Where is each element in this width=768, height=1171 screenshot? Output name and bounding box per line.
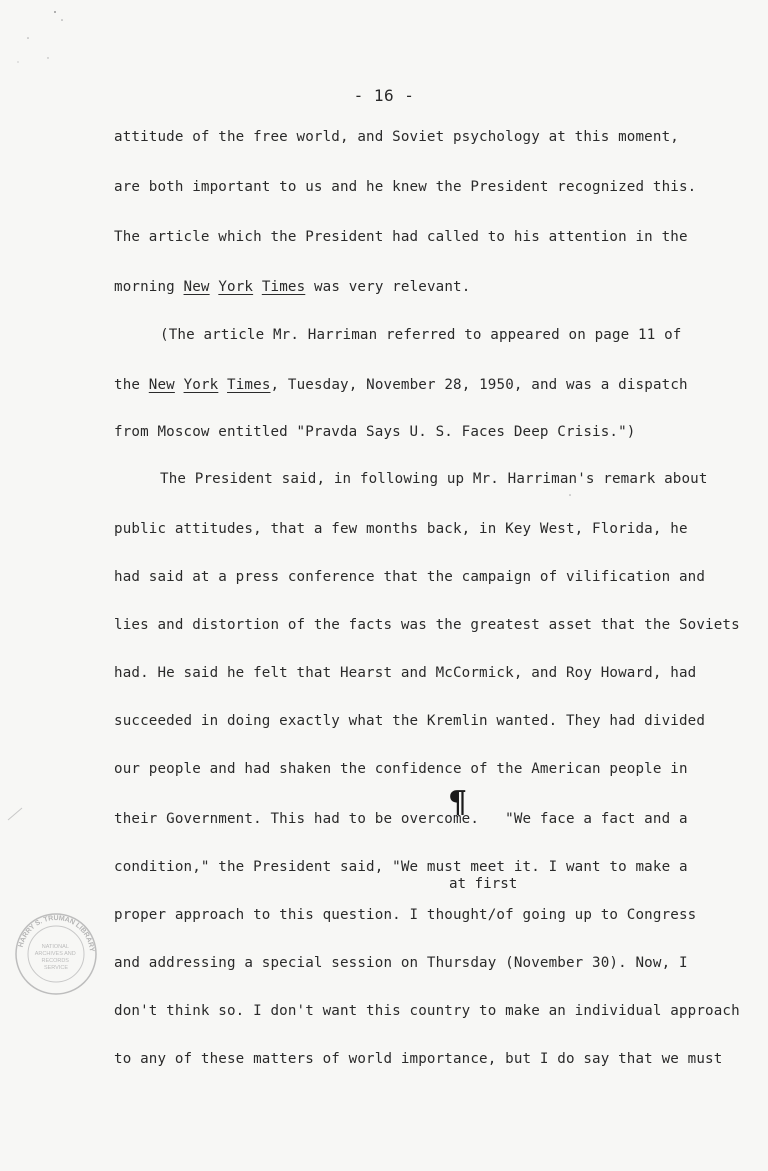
text-segment <box>253 279 262 295</box>
text-line <box>114 1002 740 1020</box>
underlined-title: York <box>183 377 219 393</box>
text-line <box>114 760 688 778</box>
text-line <box>114 376 688 394</box>
text-segment: morning <box>114 279 184 295</box>
text-line <box>114 810 688 828</box>
underlined-title: York <box>218 279 254 295</box>
paragraph-mark: ¶ <box>448 785 468 820</box>
page-number: - 16 - <box>353 86 415 105</box>
text-line <box>114 616 740 634</box>
text-segment <box>175 377 184 393</box>
text-line <box>160 470 708 488</box>
text-line <box>114 858 688 876</box>
text-line <box>114 128 679 146</box>
text-segment: The article which the President had called to his attention in the <box>114 229 688 245</box>
text-segment: , Tuesday, November 28, 1950, and was a dispatch <box>270 377 688 393</box>
underlined-title: Times <box>261 279 306 295</box>
text-line <box>114 520 688 538</box>
text-line <box>114 712 705 730</box>
text-segment: our people and had shaken the confidence of the American people in <box>114 761 688 777</box>
library-stamp-seal <box>12 910 100 998</box>
text-segment: The President said, in following up Mr. Harriman's remark about <box>160 471 708 487</box>
text-line <box>114 906 696 924</box>
text-segment <box>218 377 227 393</box>
underlined-title: Times <box>227 377 271 393</box>
svg-text:NATIONAL ARCHIVES AND: NATIONAL ARCHIVES AND RECORDS SERVICE <box>34 944 76 971</box>
text-segment: succeeded in doing exactly what the Kremlin wanted. They had divided <box>114 713 706 729</box>
text-line <box>114 423 636 441</box>
text-line <box>160 326 682 344</box>
text-segment: proper approach to this question. I thought/of going up to Congress <box>114 907 697 923</box>
text-segment: attitude of the free world, and Soviet psychology at this moment, <box>114 129 679 145</box>
text-segment: lies and distortion of the facts was the greatest asset that the Soviets <box>114 617 740 633</box>
text-segment: (The article Mr. Harriman referred to appeared on page 11 of <box>160 327 682 343</box>
text-segment: from Moscow entitled "Pravda Says U. S. Faces Deep Crisis.") <box>114 424 636 440</box>
text-line <box>114 568 705 586</box>
handwritten-insertion: at first <box>449 876 518 892</box>
svg-text:HARRY S. TRUMAN LIBRARY: HARRY S. TRUMAN LIBRARY <box>17 914 95 953</box>
text-line <box>114 954 688 972</box>
text-segment: don't think so. I don't want this country to make an individual approach <box>114 1003 740 1019</box>
underlined-title: New <box>183 279 210 295</box>
text-line <box>114 178 696 196</box>
text-segment: and addressing a special session on Thursday (November 30). Now, I <box>114 955 688 971</box>
text-segment: the <box>114 377 149 393</box>
text-segment: are both important to us and he knew the President recognized this. <box>114 179 697 195</box>
text-segment: had said at a press conference that the campaign of vilification and <box>114 569 706 585</box>
text-segment: their Government. This had to be overcome. "We face a fact and a <box>114 811 688 827</box>
text-segment: to any of these matters of world importance, but I do say that we must <box>114 1051 723 1067</box>
text-segment: was very relevant. <box>305 279 471 295</box>
text-line <box>114 278 470 296</box>
underlined-title: New <box>148 377 175 393</box>
text-line <box>114 228 688 246</box>
text-segment: public attitudes, that a few months back, in Key West, Florida, he <box>114 521 688 537</box>
text-segment: had. He said he felt that Hearst and McCormick, and Roy Howard, had <box>114 665 697 681</box>
text-line <box>114 664 696 682</box>
text-segment: condition," the President said, "We must meet it. I want to make a <box>114 859 688 875</box>
text-line <box>114 1050 722 1068</box>
